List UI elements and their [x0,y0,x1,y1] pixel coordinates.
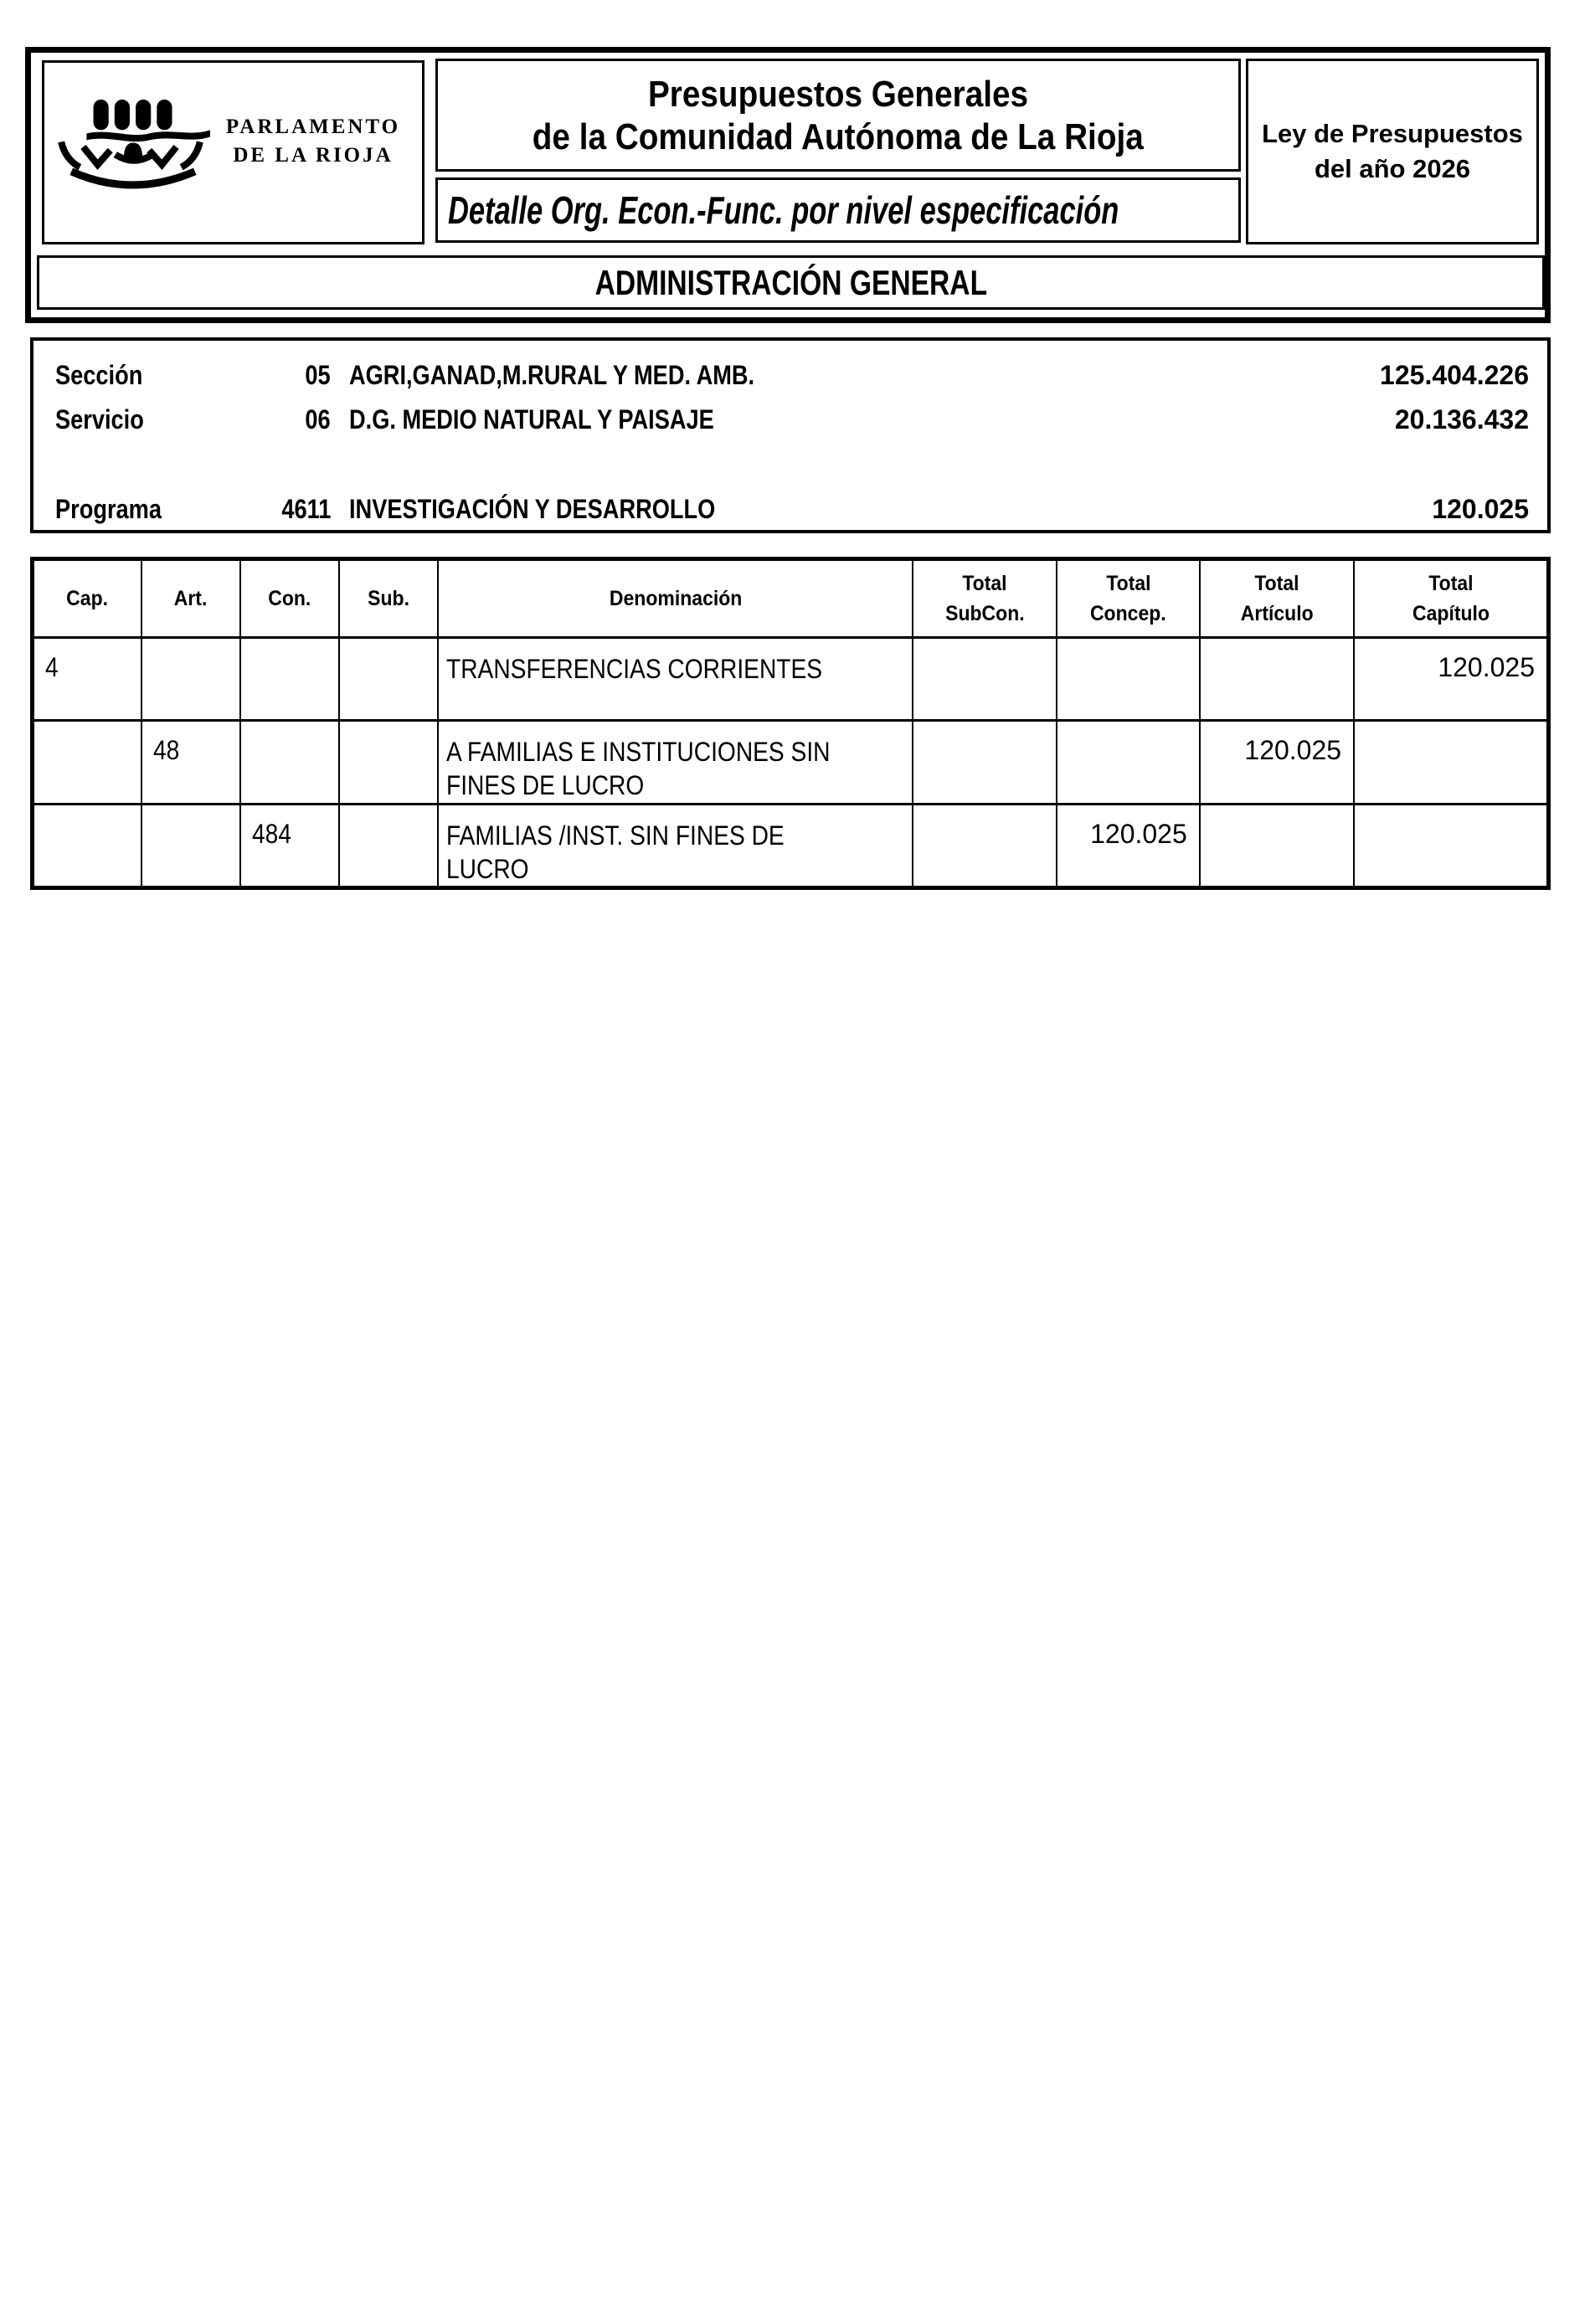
table-header-row [33,559,1549,638]
col-header-total-subcon: Total SubCon. [913,559,1057,638]
summary-code: 06 [305,404,331,434]
cell-cap [33,805,141,888]
cell-total-subcon [913,638,1057,721]
law-year-box [1246,59,1539,244]
cell-denominacion: FAMILIAS /INST. SIN FINES DE LUCRO [438,805,913,888]
cell-total-capitulo: 120.025 [1354,638,1548,721]
summary-amount: 120.025 [1432,494,1529,524]
cell-total-articulo: 120.025 [1200,721,1354,805]
table-row [33,638,1549,721]
logo-text-line2: DE LA RIOJA [233,144,394,167]
table-row [33,805,1549,888]
col-header-total-capitulo: Total Capítulo [1354,559,1548,638]
col-header-cap: Cap. [33,559,141,638]
cell-total-articulo [1200,805,1354,888]
summary-code: 4611 [280,494,331,524]
col-header-con: Con. [240,559,339,638]
cell-denominacion: TRANSFERENCIAS CORRIENTES [438,638,913,721]
cell-con [240,638,339,721]
cell-total-concep: 120.025 [1057,805,1199,888]
document-title-line2: de la Comunidad Autónoma de La Rioja [532,116,1144,157]
cell-total-articulo [1200,638,1354,721]
cell-art [141,638,240,721]
summary-label: Servicio [55,404,144,434]
table-row [33,721,1549,805]
document-title-box [435,59,1241,172]
summary-label: Sección [55,360,143,390]
cell-total-capitulo [1354,721,1548,805]
summary-row-seccion [33,360,1547,393]
summary-amount: 20.136.432 [1394,404,1529,434]
logo-text [205,113,421,170]
summary-label: Programa [55,494,162,524]
col-header-total-articulo: Total Artículo [1200,559,1354,638]
cell-con: 484 [240,805,339,888]
summary-name: INVESTIGACIÓN Y DESARROLLO [349,494,716,524]
law-line2: del año 2026 [1314,154,1471,183]
summary-name: D.G. MEDIO NATURAL Y PAISAJE [349,404,714,434]
logo-text-line1: PARLAMENTO [225,116,401,138]
col-header-sub: Sub. [339,559,438,638]
cell-total-capitulo [1354,805,1548,888]
document-subtitle-box [435,177,1241,243]
summary-row-servicio [33,404,1547,438]
cell-denominacion: A FAMILIAS E INSTITUCIONES SIN FINES DE LUCRO [438,721,913,805]
cell-con [240,721,339,805]
admin-general-banner [37,255,1545,310]
cell-total-subcon [913,805,1057,888]
document-subtitle: Detalle Org. Econ.-Func. por nivel especificación [448,188,1119,232]
admin-general-title: ADMINISTRACIÓN GENERAL [594,262,987,302]
cell-sub [339,721,438,805]
law-line1: Ley de Presupuestos [1262,119,1523,148]
cell-total-concep [1057,638,1199,721]
cell-cap [33,721,141,805]
col-header-total-concep: Total Concep. [1057,559,1199,638]
cell-art: 48 [141,721,240,805]
cell-cap: 4 [33,638,141,721]
document-title-line1: Presupuestos Generales [647,73,1029,115]
summary-box [30,337,1551,533]
summary-name: AGRI,GANAD,M.RURAL Y MED. AMB. [349,360,755,390]
parlamento-logo-box [42,60,424,244]
summary-row-programa [33,494,1547,527]
budget-table [30,557,1551,890]
cell-art [141,805,240,888]
cell-sub [339,638,438,721]
col-header-art: Art. [141,559,240,638]
summary-code: 05 [305,360,331,390]
cell-sub [339,805,438,888]
header-frame [25,47,1551,323]
summary-amount: 125.404.226 [1380,360,1529,390]
cell-total-subcon [913,721,1057,805]
col-header-denominacion: Denominación [438,559,913,638]
parlamento-emblem-icon [51,93,212,200]
cell-total-concep [1057,721,1199,805]
